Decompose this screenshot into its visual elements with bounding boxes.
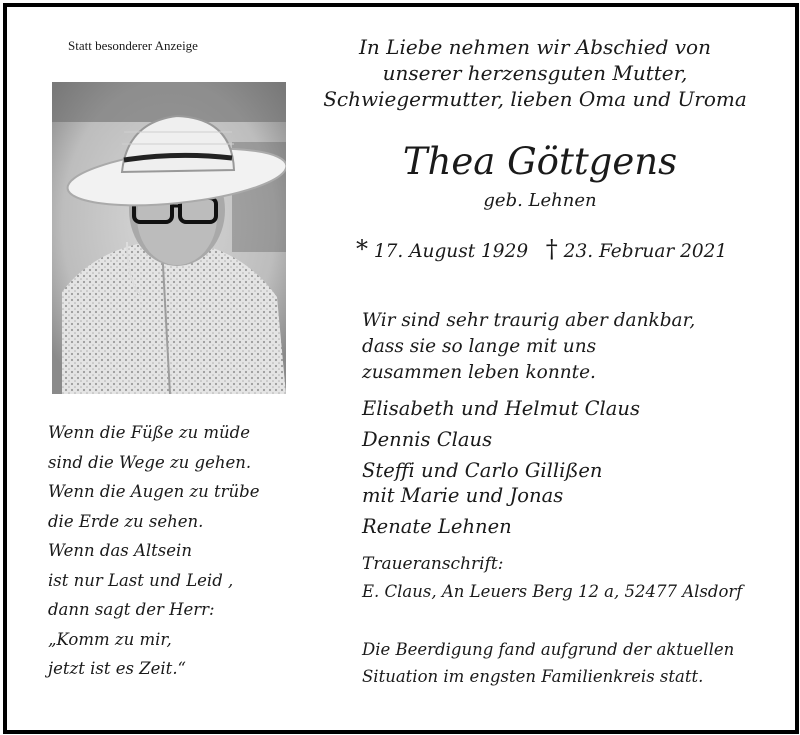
thanks-text [362, 308, 695, 386]
family-member: Elisabeth und Helmut Claus [362, 397, 640, 420]
poem-line: jetzt ist es Zeit.“ [48, 659, 186, 678]
poem-line: „Komm zu mir, [48, 629, 172, 649]
burial-line: Die Beerdigung fand aufgrund der aktuellen [362, 640, 735, 659]
poem-line: Wenn die Augen zu trübe [48, 482, 260, 501]
poem-line: Wenn die Füße zu müde [48, 423, 250, 442]
cross-icon: † [545, 235, 558, 263]
poem [48, 418, 260, 684]
portrait-photo [52, 82, 286, 394]
poem-line: dann sagt der Herr: [48, 600, 215, 619]
family-member: mit Marie und Jonas [362, 484, 564, 507]
intro-line: In Liebe nehmen wir Abschied von [359, 35, 711, 59]
intro-line: unserer herzensguten Mutter, [382, 61, 688, 85]
family-member: Dennis Claus [362, 428, 493, 451]
star-icon: * [356, 235, 368, 263]
burial-note [362, 636, 734, 690]
life-dates [356, 235, 727, 263]
poem-line: Wenn das Altsein [48, 541, 192, 560]
notice-label: Statt besonderer Anzeige [68, 38, 198, 53]
death-date: 23. Februar 2021 [563, 241, 728, 262]
intro-line: Schwiegermutter, lieben Oma und Uroma [323, 87, 747, 111]
thanks-line: Wir sind sehr traurig aber dankbar, [362, 310, 696, 331]
poem-line: die Erde zu sehen. [48, 511, 204, 531]
address-value: E. Claus, An Leuers Berg 12 a, 52477 Alsdorf [362, 582, 743, 601]
thanks-line: zusammen leben konnte. [362, 362, 596, 383]
family-list [362, 396, 640, 539]
family-member: Renate Lehnen [362, 515, 512, 538]
poem-line: sind die Wege zu gehen. [48, 452, 252, 472]
family-member: Steffi und Carlo Gillißen [362, 459, 603, 482]
birth-date: 17. August 1929 [373, 241, 529, 262]
maiden-name: geb. Lehnen [483, 190, 597, 211]
deceased-name: Thea Göttgens [402, 140, 678, 183]
intro-text [300, 34, 770, 112]
address-label: Traueranschrift: [362, 554, 504, 574]
thanks-line: dass sie so lange mit uns [362, 336, 597, 357]
poem-line: ist nur Last und Leid , [48, 570, 234, 590]
burial-line: Situation im engsten Familienkreis statt. [362, 667, 704, 686]
